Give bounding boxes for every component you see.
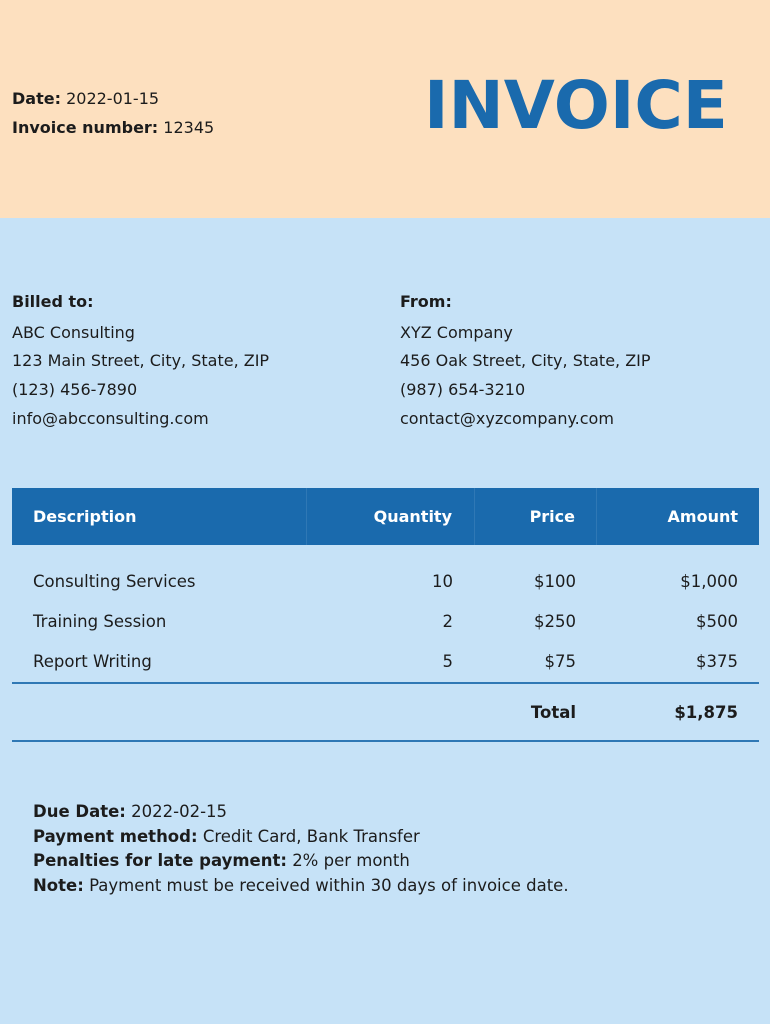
payment-terms	[33, 800, 569, 898]
table-row	[12, 561, 759, 601]
cell-description: Training Session	[33, 611, 167, 631]
table-header	[12, 488, 759, 545]
due-date-value: 2022-02-15	[131, 802, 228, 821]
cell-amount: $1,000	[680, 571, 738, 591]
payment-method-label: Payment method:	[33, 826, 198, 846]
column-header-amount: Amount	[667, 507, 738, 526]
late-penalty-label: Penalties for late payment:	[33, 851, 287, 871]
invoice-title: INVOICE	[424, 67, 728, 144]
cell-amount: $375	[696, 651, 738, 671]
total-row	[12, 684, 759, 742]
billed-to-phone: (123) 456-7890	[12, 380, 138, 400]
total-label: Total	[530, 702, 576, 722]
cell-quantity: 2	[442, 611, 453, 631]
invoice-number-label: Invoice number:	[12, 118, 159, 137]
billed-to-address: 123 Main Street, City, State, ZIP	[12, 351, 270, 371]
cell-description: Consulting Services	[33, 571, 196, 591]
from-block	[400, 288, 651, 434]
from-phone: (987) 654-3210	[400, 380, 526, 400]
note	[33, 874, 569, 899]
payment-method	[33, 825, 569, 850]
column-header-price: Price	[475, 488, 597, 545]
column-header-quantity: Quantity	[307, 488, 475, 545]
table-row	[12, 601, 759, 641]
table-rows	[12, 545, 759, 684]
line-items-table	[12, 488, 759, 742]
date-value: 2022-01-15	[66, 89, 160, 108]
from-address: 456 Oak Street, City, State, ZIP	[400, 351, 651, 371]
payment-method-value: Credit Card, Bank Transfer	[202, 826, 420, 846]
from-email: contact@xyzcompany.com	[400, 408, 614, 428]
cell-description: Report Writing	[33, 651, 152, 671]
invoice-meta	[12, 84, 214, 142]
billed-to-label: Billed to:	[12, 292, 94, 311]
cell-quantity: 10	[432, 571, 453, 591]
from-label: From:	[400, 292, 452, 311]
late-penalty-value: 2% per month	[292, 851, 410, 871]
billed-to-name: ABC Consulting	[12, 322, 135, 342]
cell-price: $100	[534, 571, 576, 591]
due-date-label: Due Date:	[33, 802, 126, 821]
cell-quantity: 5	[442, 651, 453, 671]
note-label: Note:	[33, 875, 84, 895]
invoice-number-value: 12345	[163, 118, 215, 137]
due-date	[33, 800, 569, 825]
billed-to-email: info@abcconsulting.com	[12, 408, 209, 428]
invoice-number	[12, 113, 214, 142]
cell-amount: $500	[696, 611, 738, 631]
note-value: Payment must be received within 30 days of invoice date.	[89, 875, 569, 895]
invoice-date	[12, 84, 214, 113]
column-header-description: Description	[12, 488, 307, 545]
late-penalty	[33, 849, 569, 874]
billed-to-block	[12, 288, 269, 434]
from-name: XYZ Company	[400, 322, 513, 342]
total-value: $1,875	[674, 702, 738, 722]
cell-price: $250	[534, 611, 576, 631]
cell-price: $75	[544, 651, 576, 671]
date-label: Date:	[12, 89, 61, 108]
table-row	[12, 641, 759, 681]
